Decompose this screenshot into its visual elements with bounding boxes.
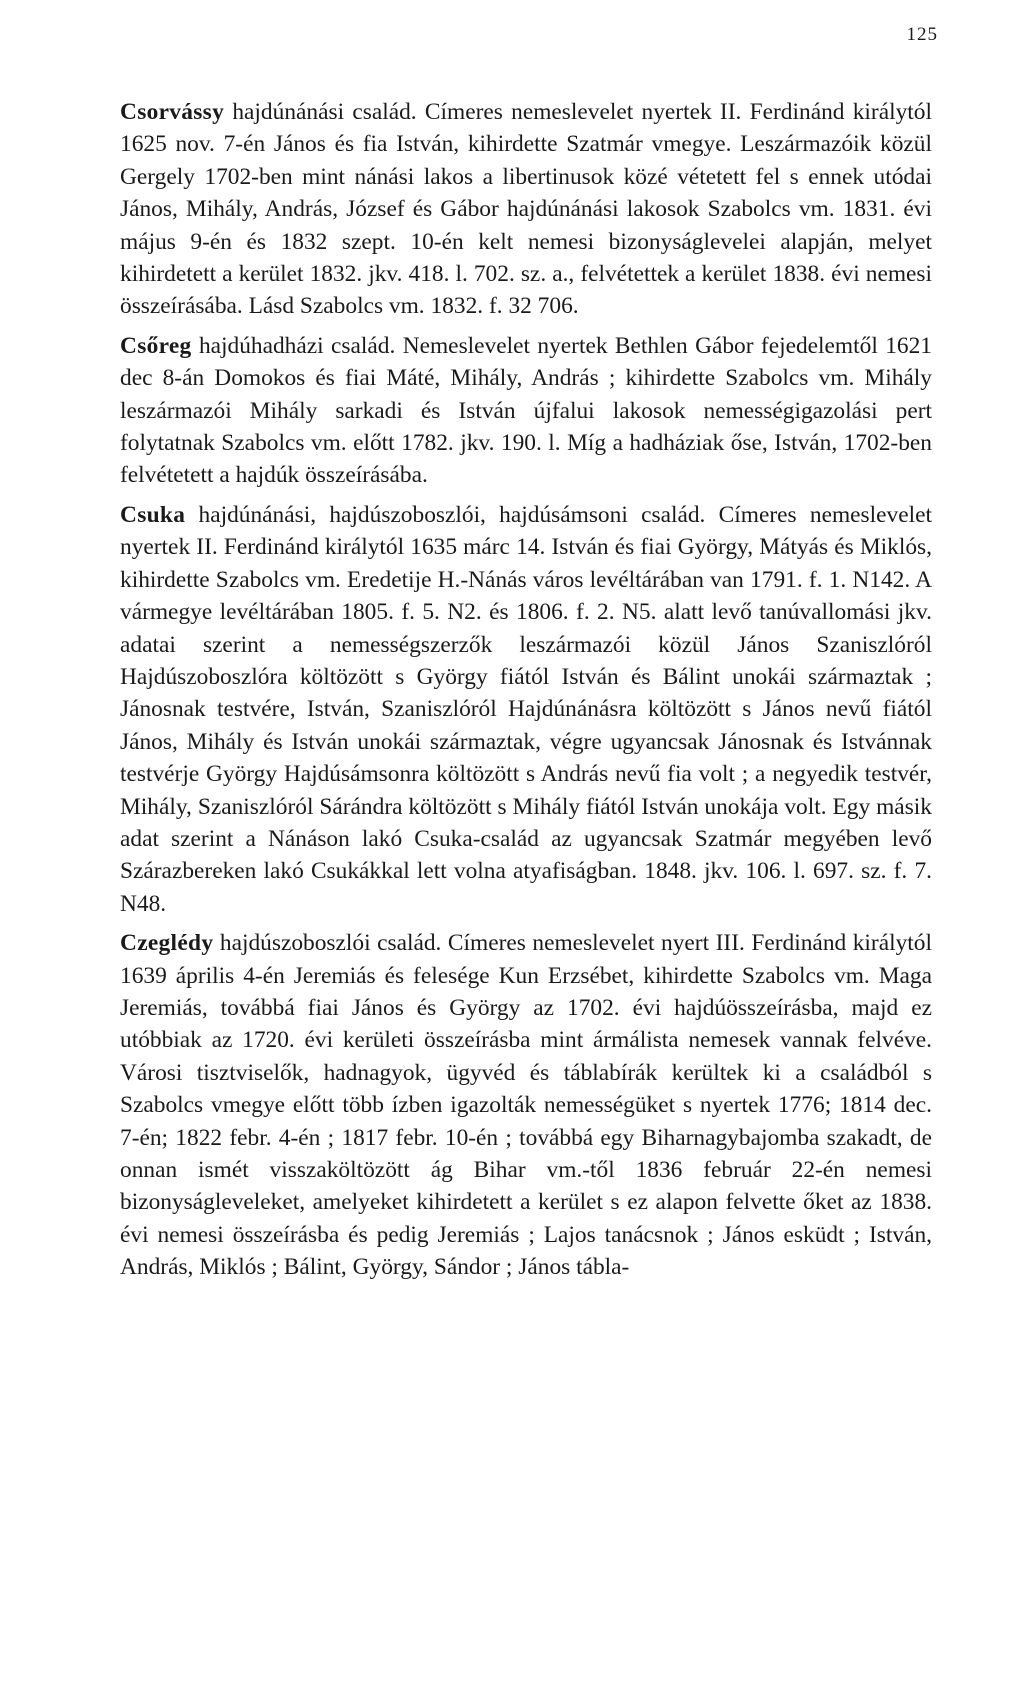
entry-csuka [120, 499, 932, 920]
entry-headword: Csőreg [120, 332, 192, 359]
entry-text: hajdúhadházi család. Nemeslevelet nyertek Bethlen Gábor fejedelemtől 1621 dec 8-án Domokos és fiai Máté, Mihály, András ; kihirdette Szabolcs vm. Mihály leszármazói Mihály sarkadi és István újfalui lakosok nemességigazolási pert folytatnak Szabolcs vm. előtt 1782. jkv. 190. l. Míg a hadháziak őse, István, 1702-ben felvétetett a hajdúk összeírásába. [120, 332, 932, 489]
entry-csoreg [120, 330, 932, 492]
entry-text: hajdúszoboszlói család. Címeres nemeslevelet nyert III. Ferdinánd királytól 1639 április 4-én Jeremiás és felesége Kun Erzsébet, kihirdette Szabolcs vm. Maga Jeremiás, továbbá fiai János és György az 1702. évi hajdúösszeírásba, majd ez utóbbiak az 1720. évi kerületi összeírásba mint ármálista nemesek vannak felvéve. Városi tisztviselők, hadnagyok, ügyvéd és táblabírák kerültek ki a családból s Szabolcs vmegye előtt több ízben igazolták nemességüket s nyertek 1776; 1814 dec. 7-én; 1822 febr. 4-én ; 1817 febr. 10-én ; továbbá egy Biharnagybajomba szakadt, de onnan ismét visszaköltözött ág Bihar vm.-től 1836 február 22-én nemesi bizonyságleveleket, amelyeket kihirdetett a kerület s ez alapon felvette őket az 1838. évi nemesi összeírásba és pedig Jeremiás ; Lajos tanácsnok ; János esküdt ; István, András, Miklós ; Bálint, György, Sándor ; János tábla- [120, 930, 932, 1281]
entry-list [120, 96, 932, 1291]
entry-text: hajdúnánási család. Címeres nemeslevelet nyertek II. Ferdinánd királytól 1625 nov. 7-én János és fia István, kihirdette Szatmár vmegye. Leszármazóik közül Gergely 1702-ben mint nánási lakos a libertinusok közé vétetett fel s ennek utódai János, Mihály, András, József és Gábor hajdúnánási lakosok Szabolcs vm. 1831. évi május 9-én és 1832 szept. 10-én kelt nemesi bizonyságlevelei alapján, melyet kihirdetett a kerület 1832. jkv. 418. l. 702. sz. a., felvétettek a kerület 1838. évi nemesi összeírásába. Lásd Szabolcs vm. 1832. f. 32 706. [120, 99, 932, 320]
entry-csorvassy [120, 96, 932, 323]
entry-headword: Czeglédy [120, 930, 214, 957]
entry-headword: Csuka [120, 501, 186, 528]
entry-headword: Csorvássy [120, 99, 225, 125]
entry-czegledy [120, 927, 932, 1283]
page-number: 125 [906, 24, 938, 45]
entry-text: hajdúnánási, hajdúszoboszlói, hajdúsámsoni család. Címeres nemeslevelet nyertek II. Ferdinánd királytól 1635 márc 14. István és fiai György, Mátyás és Miklós, kihirdette Szabolcs vm. Eredetije H.-Nánás város levéltárában van 1791. f. 1. N142. A vármegye levéltárában 1805. f. 5. N2. és 1806. f. 2. N5. alatt levő tanúvallomási jkv. adatai szerint a nemességszerzők leszármazói közül János Szaniszlóról Hajdúszoboszlóra költözött s György fiától István és Bálint unokái származtak ; Jánosnak testvére, István, Szaniszlóról Hajdúnánásra költözött s János nevű fiától János, Mihály és István unokái származtak, végre ugyancsak Jánosnak és Istvánnak testvérje György Hajdúsámsonra költözött s András nevű fia volt ; a negyedik testvér, Mihály, Szaniszlóról Sárándra költözött s Mihály fiától István unokája volt. Egy másik adat szerint a Nánáson lakó Csuka-család az ugyancsak Szatmár megyében levő Szárazbereken lakó Csukákkal lett volna atyafiságban. 1848. jkv. 106. l. 697. sz. f. 7. N48. [120, 501, 932, 917]
